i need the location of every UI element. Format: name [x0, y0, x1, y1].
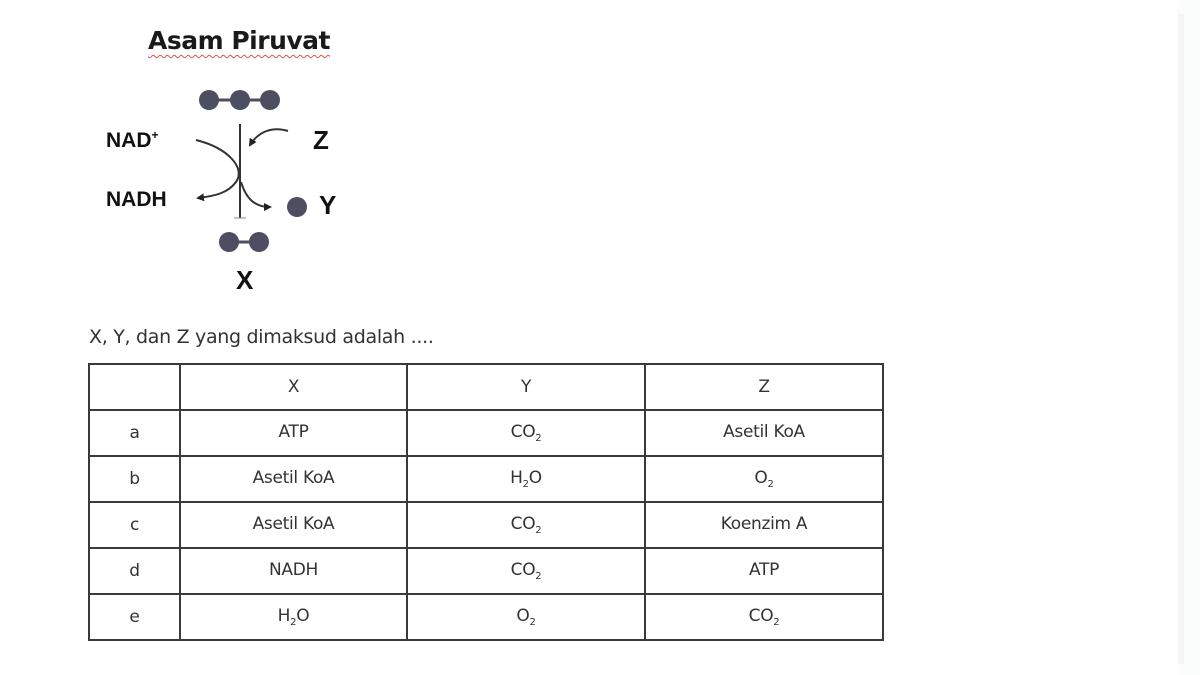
released-carbon-icon [287, 197, 307, 217]
option-letter: b [89, 456, 180, 502]
cell-z: ATP [645, 548, 883, 594]
table-row [89, 456, 883, 502]
table-header-row [89, 364, 883, 410]
header-cell-z: Z [645, 364, 883, 410]
answer-options-table [88, 363, 884, 641]
cell-y: $CO_2$ [407, 502, 645, 548]
option-letter: a [89, 410, 180, 456]
nadh-label: NADH [106, 188, 167, 211]
cell-y: $CO_2$ [407, 410, 645, 456]
z-incoming-arrow [250, 129, 288, 145]
cell-z: $O_2$ [645, 456, 883, 502]
table-row [89, 502, 883, 548]
cell-y: $CO_2$ [407, 548, 645, 594]
option-letter: d [89, 548, 180, 594]
page-edge-divider [1178, 14, 1184, 664]
pyruvate-molecule-icon [199, 90, 280, 110]
cell-x: Asetil KoA [180, 502, 407, 548]
cell-x: $H_2O$ [180, 594, 407, 640]
header-cell-x: X [180, 364, 407, 410]
cell-y: $H_2O$ [407, 456, 645, 502]
acetyl-molecule-icon [219, 232, 269, 252]
cell-z: Asetil KoA [645, 410, 883, 456]
cell-y: $O_2$ [407, 594, 645, 640]
table-row [89, 410, 883, 456]
nad-plus-label: NAD+ [106, 128, 159, 152]
header-cell-y: Y [407, 364, 645, 410]
y-label: Y [319, 190, 337, 220]
diagram-title: Asam Piruvat [148, 26, 330, 55]
table-row [89, 548, 883, 594]
table-row [89, 594, 883, 640]
cell-x: Asetil KoA [180, 456, 407, 502]
nad-to-nadh-arrow [196, 140, 239, 198]
x-label: X [236, 265, 254, 295]
cell-x: NADH [180, 548, 407, 594]
cell-x: ATP [180, 410, 407, 456]
option-letter: c [89, 502, 180, 548]
pyruvate-oxidation-diagram [0, 0, 400, 300]
cell-z: Koenzim A [645, 502, 883, 548]
cell-z: $CO_2$ [645, 594, 883, 640]
header-cell-option [89, 364, 180, 410]
z-label: Z [313, 125, 329, 155]
option-letter: e [89, 594, 180, 640]
y-outgoing-arrow [241, 182, 270, 207]
question-text: X, Y, dan Z yang dimaksud adalah .... [89, 326, 434, 348]
